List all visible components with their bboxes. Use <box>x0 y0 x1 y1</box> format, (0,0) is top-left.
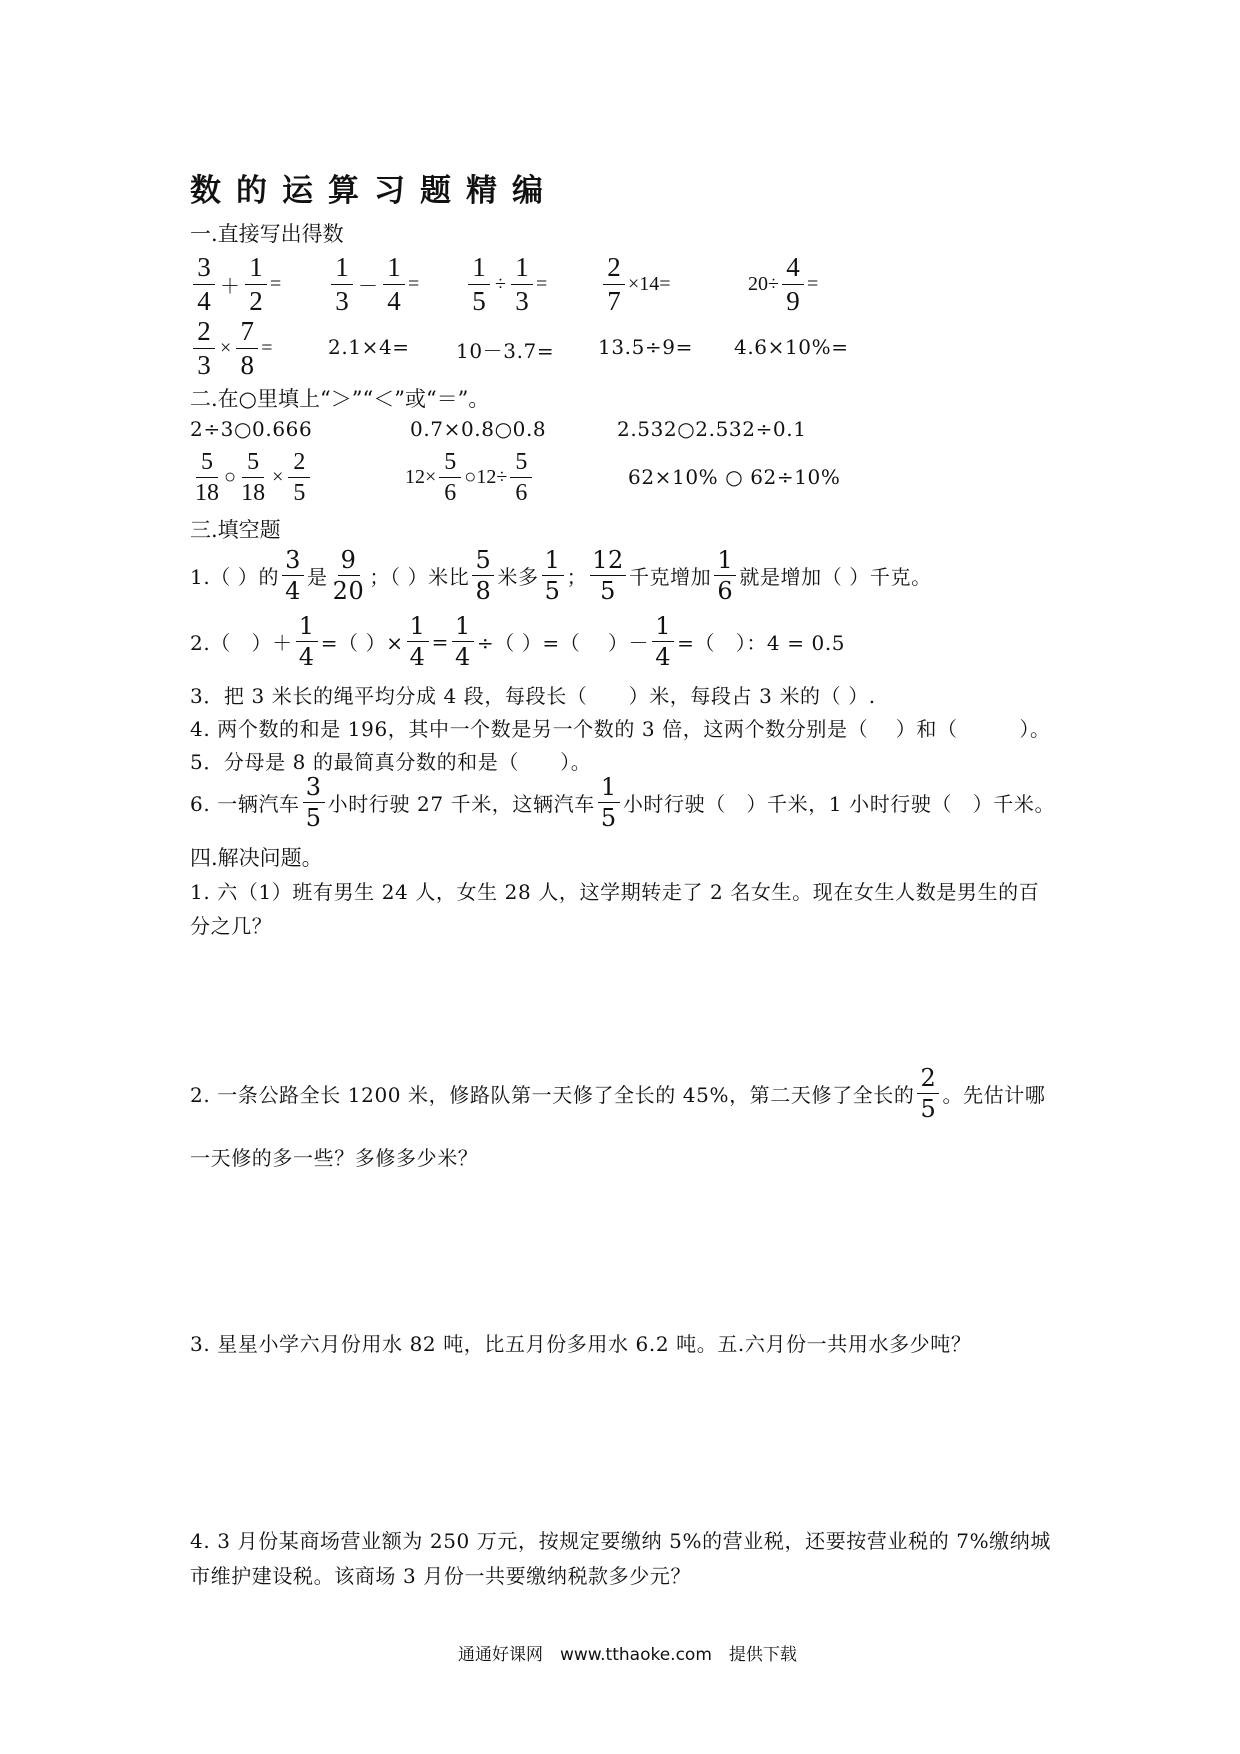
section3-heading: 三.填空题 <box>190 518 281 542</box>
page-footer: 通通好课网 www.tthaoke.com 提供下载 <box>458 1645 797 1665</box>
calc-1-1: $\frac{3}{4}$ ＋ $\frac{1}{2}$ = <box>190 254 281 315</box>
problem-2-line-2: 一天修的多一些？多修多少米？ <box>190 1146 479 1170</box>
compare-2-1: $\frac{5}{18}$ ○ $\frac{5}{18}$ × $\frac{2}{5}$ <box>190 450 313 505</box>
compare-1-3: 2.532○2.532÷0.1 <box>617 417 807 441</box>
fill-question-4: 4. 两个数的和是 196，其中一个数是另一个数的 3 倍，这两个数分别是（ ）和（ ）。 <box>190 717 1051 741</box>
compare-2-3: 62×10% ○ 62÷10% <box>628 465 841 489</box>
calc-2-1: $\frac{2}{3}$ × $\frac{7}{8}$ = <box>190 318 273 379</box>
calc-1-4: $\frac{2}{7}$ ×14= <box>600 254 671 315</box>
problem-3: 3. 星星小学六月份用水 82 吨，比五月份多用水 6.2 吨。五.六月份一共用水多少吨？ <box>190 1332 972 1356</box>
problem-2-line-1: 2. 一条公路全长 1200 米，修路队第一天修了全长的 45%，第二天修了全长的 $\frac{2}{5}$ 。先估计哪 <box>190 1064 1046 1123</box>
problem-1-line-1: 1. 六（1）班有男生 24 人，女生 28 人，这学期转走了 2 名女生。现在女生人数是男生的百 <box>190 880 1040 904</box>
fill-question-3: 3．把 3 米长的绳平均分成 4 段，每段长（ ）米，每段占 3 米的（ ）. <box>190 684 876 708</box>
compare-1-2: 0.7×0.8○0.8 <box>410 417 547 441</box>
calc-2-2: 2.1×4= <box>328 335 410 359</box>
fill-question-5: 5．分母是 8 的最简真分数的和是（ ）。 <box>190 750 592 774</box>
calc-1-3: $\frac{1}{5}$ ÷ $\frac{1}{3}$ = <box>465 254 547 315</box>
calc-2-5: 4.6×10%= <box>734 335 849 359</box>
section2-heading: 二.在○里填上“＞”“＜”或“＝”。 <box>190 387 490 411</box>
problem-1-line-2: 分之几？ <box>190 914 273 938</box>
fill-question-2: 2.（ ）＋ $\frac{1}{4}$ =（ ）× $\frac{1}{4}$ = $\frac{1}{4}$ ÷（ ）=（ ）－ $\frac{1}{4}$ =（ ）：4 = 0.5 <box>190 612 846 671</box>
fill-question-6: 6. 一辆汽车 $\frac{3}{5}$ 小时行驶 27 千米，这辆汽车 $\frac{1}{5}$ 小时行驶（ ）千米，1 小时行驶（ ）千米。 <box>190 773 1056 832</box>
section1-heading: 一.直接写出得数 <box>190 222 344 246</box>
compare-2-2: 12× $\frac{5}{6}$ ○12÷ $\frac{5}{6}$ <box>405 450 535 505</box>
calc-1-2: $\frac{1}{3}$ － $\frac{1}{4}$ = <box>328 254 419 315</box>
problem-4-line-1: 4. 3 月份某商场营业额为 250 万元，按规定要缴纳 5%的营业税，还要按营业税的 7%缴纳城 <box>190 1529 1051 1553</box>
calc-1-5: 20÷ $\frac{4}{9}$ = <box>748 252 819 316</box>
section4-heading: 四.解决问题。 <box>190 846 323 870</box>
fill-question-1: 1.（ ）的 $\frac{3}{4}$ 是 $\frac{9}{20}$ ；（ ）米比 $\frac{5}{8}$ 米多 $\frac{1}{5}$ ； $\frac{12}{5}$ 千克增加 $\frac{1}{6}$ 就是增加（ ）千克。 <box>190 546 932 605</box>
compare-1-1: 2÷3○0.666 <box>190 417 313 441</box>
page-title: 数的运算习题精编 <box>190 173 558 209</box>
calc-2-4: 13.5÷9= <box>598 335 693 359</box>
problem-4-line-2: 市维护建设税。该商场 3 月份一共要缴纳税款多少元？ <box>190 1564 692 1588</box>
calc-2-3: 10－3.7= <box>456 339 555 363</box>
